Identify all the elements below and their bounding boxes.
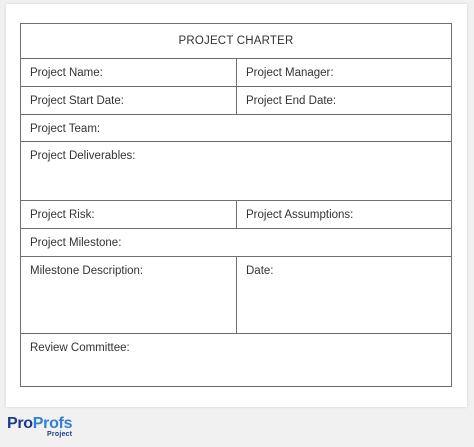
- proprofs-project-logo: [7, 416, 72, 438]
- dates-row: [21, 87, 451, 115]
- charter-title: PROJECT CHARTER: [178, 35, 294, 47]
- risk-assumptions-row: [21, 201, 451, 229]
- project-manager-field[interactable]: Project Manager:: [246, 67, 334, 79]
- project-deliverables-field[interactable]: Project Deliverables:: [30, 150, 136, 162]
- logo-product-label: Project: [47, 431, 73, 438]
- milestone-description-row: [21, 257, 451, 334]
- project-team-field[interactable]: Project Team:: [30, 123, 101, 135]
- logo-wordmark-accent: Profs: [32, 415, 73, 432]
- project-end-date-field[interactable]: Project End Date:: [246, 95, 337, 107]
- project-risk-field[interactable]: Project Risk:: [21, 201, 237, 228]
- deliverables-row: [21, 142, 451, 201]
- document-sheet: [6, 4, 467, 407]
- project-name-field[interactable]: Project Name:: [21, 59, 237, 86]
- review-committee-row: [21, 334, 451, 386]
- project-milestone-field[interactable]: Project Milestone:: [30, 237, 122, 249]
- milestone-row: [21, 229, 451, 257]
- milestone-description-field[interactable]: Milestone Description:: [21, 257, 237, 333]
- milestone-date-field[interactable]: Date:: [246, 265, 274, 277]
- project-assumptions-field[interactable]: Project Assumptions:: [246, 209, 354, 221]
- project-charter-table: [20, 23, 452, 387]
- project-start-date-field[interactable]: Project Start Date:: [21, 87, 237, 114]
- logo-wordmark: [7, 416, 72, 432]
- review-committee-field[interactable]: Review Committee:: [30, 342, 130, 354]
- team-row: [21, 115, 451, 142]
- name-manager-row: [21, 59, 451, 87]
- charter-title-row: [21, 24, 451, 59]
- logo-wordmark-primary: Pro: [7, 415, 33, 432]
